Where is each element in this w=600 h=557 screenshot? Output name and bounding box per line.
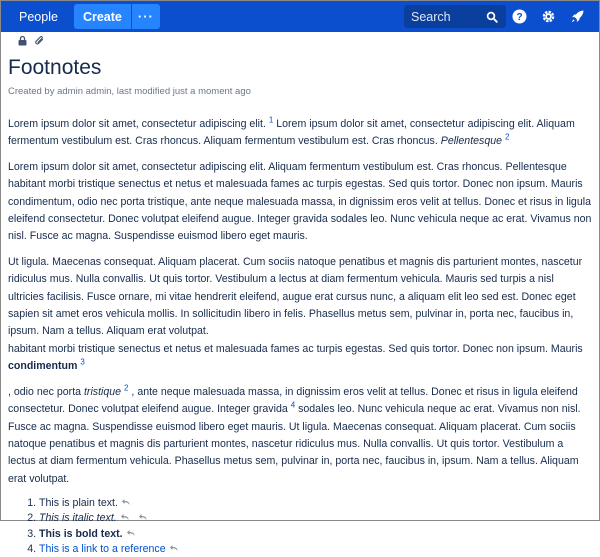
- page-byline: Created by admin admin, last modified just a moment ago: [8, 86, 251, 97]
- paragraph-text: Ut ligula. Maecenas consequat. Aliquam placerat. Cum sociis natoque penatibus et magnis dis parturient montes, nascetur ridiculus mus. Nulla convallis. Ut quis tortor. Vestibulum a lectus at diam fermentum vehicula. Mauris sed turpis a nisl ultricies facilisis. Fusce ornare, mi vitae hendrerit eleifend, augue erat cursus nunc, a aliquam elit leo sed est. Donec eget sapien sit amet eros vehicula mollis. In sollicitudin libero in felis. Phasellus metus sem, pulvinar in, porta nec, faucibus in, ipsum. Nam a tellus. Aliquam erat volutpat.: [8, 255, 583, 338]
- paragraph-4: [8, 384, 592, 488]
- search-input[interactable]: [404, 10, 482, 24]
- footnotes-list: [39, 496, 592, 557]
- top-navigation-bar: [1, 1, 599, 32]
- paragraph-3: [8, 254, 592, 376]
- footnote-item: [39, 511, 592, 526]
- footnote-item: [39, 496, 592, 511]
- paragraph-text: Lorem ipsum dolor sit amet, consectetur adipiscing elit. Aliquam fermentum vestibulum est. Cras rhoncus. Aliquam fermentum vestibulum est. Cras rhoncus.: [8, 118, 575, 148]
- footnote-ref-2b[interactable]: 2: [124, 383, 129, 393]
- bold-text: condimentum: [8, 360, 78, 373]
- nav-people-link[interactable]: People: [19, 9, 58, 24]
- page-content: [8, 116, 592, 557]
- footnote-text: This is plain text.: [39, 497, 118, 510]
- footnote-backlink-icon[interactable]: [121, 496, 131, 504]
- help-icon[interactable]: [511, 8, 527, 24]
- footnote-ref-1[interactable]: 1: [268, 115, 274, 125]
- footnote-backlink-icon[interactable]: [138, 511, 148, 519]
- gear-icon[interactable]: [540, 8, 556, 24]
- attachment-paperclip-icon[interactable]: [34, 35, 45, 46]
- paragraph-text: , ante neque malesuada massa, in dignissim eros velit at tellus. Donec et risus in ligula eleifend consectetur. Donec volutpat eleifend augue. Integer gravida: [8, 385, 578, 416]
- rocket-icon[interactable]: [569, 8, 585, 24]
- footnote-ref-4[interactable]: 4: [290, 400, 296, 410]
- paragraph-text: sodales leo. Nunc vehicula neque ac erat. Vivamus non nisl. Fusce ac magna. Suspendisse euismod libero eget mauris. Ut ligula. Maecenas consequat. Aliquam placerat. Cum sociis natoque penatibus et magnis dis parturient montes, nascetur ridiculus mus. Nulla convallis. Ut quis tortor. Vestibulum a lectus at diam fermentum vehicula. Phasellus metus sem, pulvinar in, porta nec, faucibus in, ipsum. Nam a tellus. Aliquam erat volutpat.: [8, 403, 581, 485]
- footnote-backlink-icon[interactable]: [126, 527, 136, 535]
- paragraph-2: Lorem ipsum dolor sit amet, consectetur adipiscing elit. Aliquam fermentum vestibulum est. Cras rhoncus. Pellentesque habitant morbi tristique senectus et netus et malesuada fames ac turpis egestas. Sed quis tortor. Donec non ipsum. Mauris condimentum, odio nec porta tristique, ante neque malesuada massa, in dignissim eros velit at tellus. Donec et risus in ligula eleifend consectetur. Donec volutpat eleifend augue. Integer gravida sodales leo. Nunc vehicula neque ac erat. Vivamus non nisl. Fusce ac magna. Suspendisse euismod libero eget mauris.: [8, 160, 592, 243]
- paragraph-text: , odio nec porta: [8, 385, 84, 398]
- paragraph-text: Lorem ipsum dolor sit amet, consectetur adipiscing elit.: [8, 118, 269, 130]
- search-box[interactable]: [404, 5, 506, 28]
- footnote-text: This is bold text.: [39, 527, 123, 540]
- footnote-backlink-icon[interactable]: [169, 542, 179, 550]
- footnote-backlink-icon[interactable]: [120, 511, 130, 519]
- footnote-text: This is italic text.: [39, 512, 117, 525]
- svg-text:?: ?: [515, 11, 523, 23]
- paragraph-text: habitant morbi tristique senectus et netus et malesuada fames ac turpis egestas. Sed quis tortor. Donec non ipsum. Mauris: [8, 342, 583, 355]
- create-button[interactable]: Create: [74, 4, 131, 29]
- footnote-ref-3[interactable]: 3: [80, 357, 85, 367]
- restrictions-lock-icon[interactable]: [17, 35, 28, 46]
- create-more-button[interactable]: ···: [132, 4, 160, 29]
- italic-text: Pellentesque: [440, 135, 503, 148]
- footnote-item: [39, 542, 592, 557]
- footnote-ref-2[interactable]: 2: [504, 132, 510, 142]
- page-title: Footnotes: [8, 56, 102, 79]
- footnote-item: [39, 527, 592, 542]
- search-icon[interactable]: [486, 10, 498, 28]
- italic-text: tristique: [83, 385, 122, 398]
- footnote-link[interactable]: This is a link to a reference: [39, 542, 166, 555]
- paragraph-1: [8, 116, 592, 151]
